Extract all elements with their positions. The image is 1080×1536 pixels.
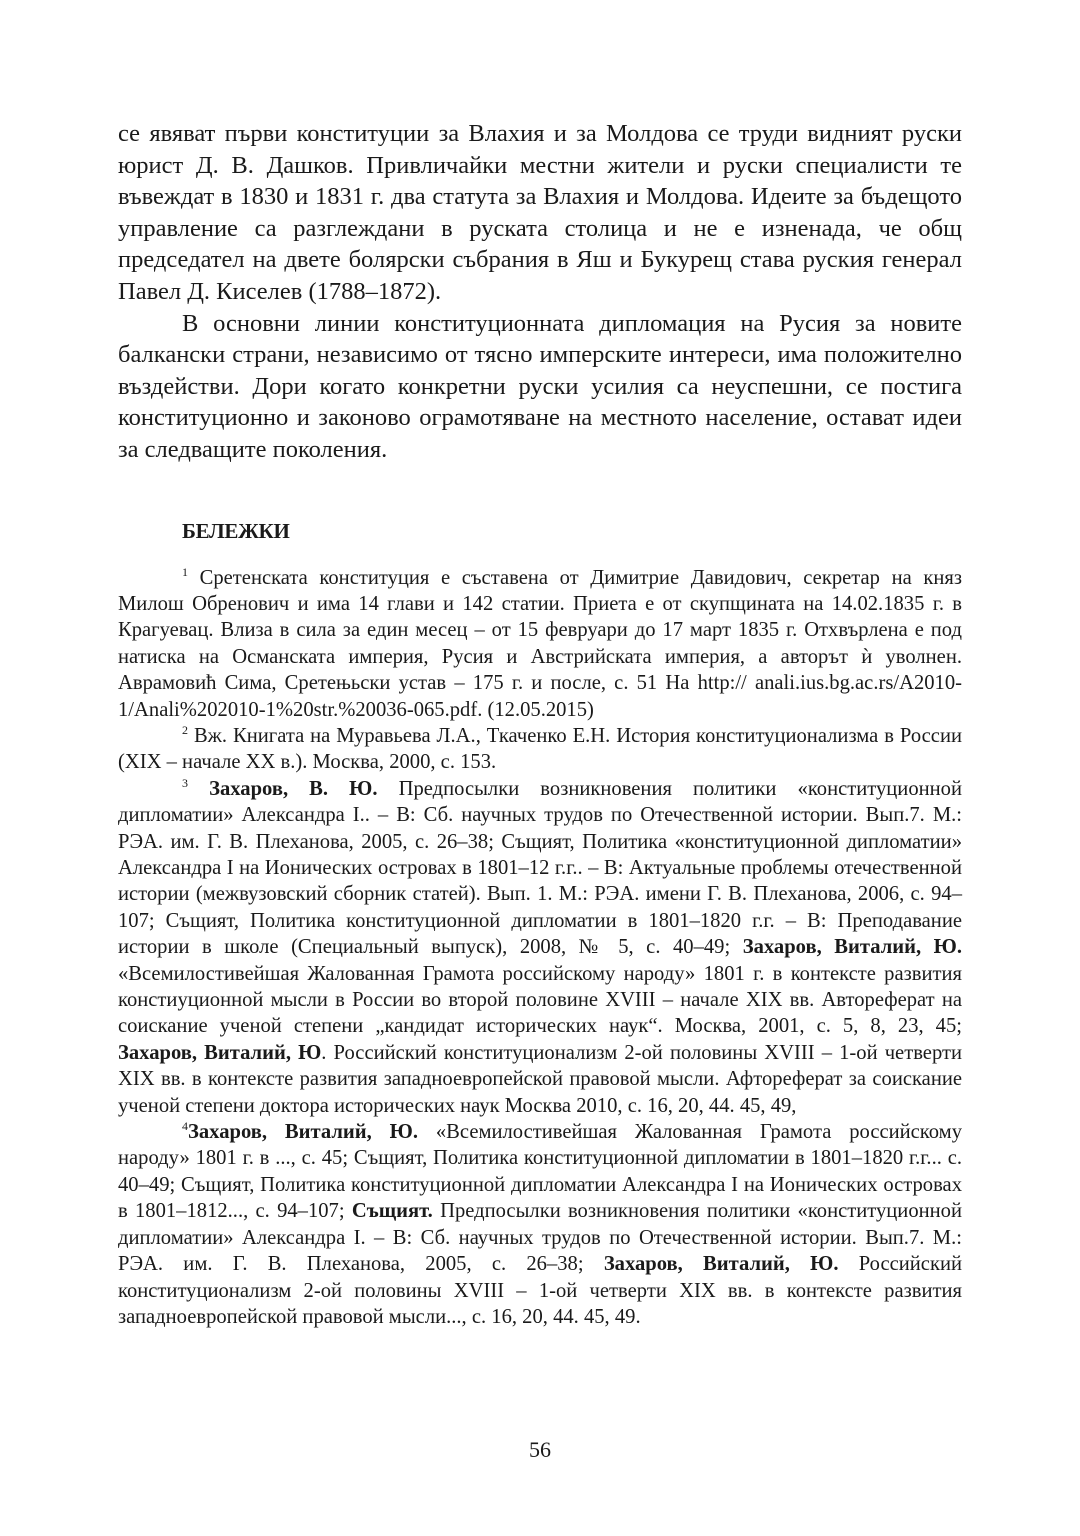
footnote-author: Захаров, Виталий, Ю. xyxy=(188,1121,418,1144)
footnote-number: 2 xyxy=(182,722,188,737)
footnote xyxy=(118,1119,962,1330)
footnote xyxy=(118,565,962,723)
footnote-number: 3 xyxy=(182,775,188,790)
body-paragraph: В основни линии конституционната дипломация на Русия за новите балкански страни, независимо от тясно имперските интереси, има положително въздействи. Дори когато конкретни руски усилия са неуспешни, се постига конституционно и законово ограмотяване на местното население, остават идеи за следващите поколения. xyxy=(118,309,962,463)
footnote-author: Захаров, Виталий, Ю. xyxy=(742,936,962,959)
footnote-text: Вж. Книгата на Муравьева Л.А., Ткаченко Е.Н. История конституционализма в России (XIX – начале XX в.). Москва, 2000, с. 153. xyxy=(118,724,962,774)
footnote-text: «Всемилостивейшая Жалованная Грамота российскому народу» 1801 г. в ..., с. 45; Същият, Политика конституционной дипломатии в 1801–1820 г.г... с. 40–49; Същият, Политика конституционной дипломатии Александра I на Ионических островах в 1801–1812..., с. 94–107; xyxy=(118,1121,962,1223)
footnote-text: . Российский конституционализм 2-ой половины XVIII – 1-ой четверти XIX вв. в контексте развития западноевропейской правовой мысли. Афтореферат за соискание ученой степени доктора исторических наук Москва 2010, с. 16, 20, 44. 45, 49, xyxy=(118,1041,962,1117)
footnote-number: 4 xyxy=(182,1119,188,1134)
footnote-text: Предпосылки возникновения политики «конституционной дипломатии» Александра I. – В: Сб. научных трудов по Отечественной истории. Вып.7. М.: РЭА. им. Г. В. Плеханова, 2005, с. 26–38; xyxy=(118,1200,962,1276)
footnote-author: Същият. xyxy=(351,1200,433,1223)
footnote-author: Захаров, В. Ю. xyxy=(209,777,378,800)
page-content xyxy=(118,118,962,1330)
footnote-text: Российский конституционализм 2-ой половины XVIII – 1-ой четверти XIX вв. в контексте развития западноевропейской правовой мысли..., с. 16, 20, 44. 45, 49. xyxy=(118,1253,962,1328)
footnote xyxy=(118,723,962,776)
footnote-author: Захаров, Виталий, Ю. xyxy=(603,1253,839,1276)
page-number: 56 xyxy=(529,1437,551,1462)
main-text xyxy=(118,118,962,466)
footnote-author: Захаров, Виталий, Ю xyxy=(118,1041,322,1064)
notes-list xyxy=(118,565,962,1331)
footnote-text: Сретенската конституция е съставена от Димитрие Давидович, секретар на княз Милош Обренович и има 14 глави и 142 статии. Приета е от скупщината на 14.02.1835 г. в Крагуевац. Влиза в сила за един месец – от 15 февруари до 17 март 1835 г. Отхвърлена е под натиска на Османската империя, Русия и Австрийската империя, а авторът ѝ уволнен. Аврамовић Сима, Сретењьски устав – 175 г. и после, с. 51 На http:// anali.ius.bg.ac.rs/A2010-1/Anali%202010-1%20str.%20036-065.pdf. (12.05.2015) xyxy=(118,566,962,721)
footnote-number: 1 xyxy=(182,564,188,579)
footnote-text: «Всемилостивейшая Жалованная Грамота российскому народу» 1801 г. в контексте развития констиуционной мысли в России во второй половине XVIII – начале XIX вв. Автореферат на соискание ученой степени „кандидат исторических наук“. Москва, 2001, с. 5, 8, 23, 45; xyxy=(118,962,962,1038)
footnote xyxy=(118,776,962,1119)
footnote-text: Предпосылки возникновения политики «конституционной дипломатии» Александра I.. – В: Сб. научных трудов по Отечественной истории. Вып.7. М.: РЭА. им. Г. В. Плеханова, 2005, с. 26–38; Същият, Политика «конституционной дипломатии» Александра I на Ионических островах в 1801–12 г.г.. – В: Актуальные проблемы отечественной истории (межвузовский сборник статей). Вып. 1. М.: РЭА. имени Г. В. Плеханова, 2006, с. 94–107; Същият, Политика конституционной дипломатии в 1801–1820 г.г. – В: Преподавание истории в школе (Специальный выпуск), 2008, № 5, с. 40–49; xyxy=(118,777,962,959)
body-paragraph: се явяват първи конституции за Влахия и за Молдова се труди видният руски юрист Д. В. Дашков. Привличайки местни жители и руски специалисти те въвеждат в 1830 и 1831 г. два статута за Влахия и Молдова. Идеите за бъдещото управление са разглеждани в руската столица и не е изненада, че общ председател на двете болярски събрания в Яш и Букурещ става руския генерал Павел Д. Киселев (1788–1872). xyxy=(118,120,962,305)
notes-heading: БЕЛЕЖКИ xyxy=(182,518,290,543)
